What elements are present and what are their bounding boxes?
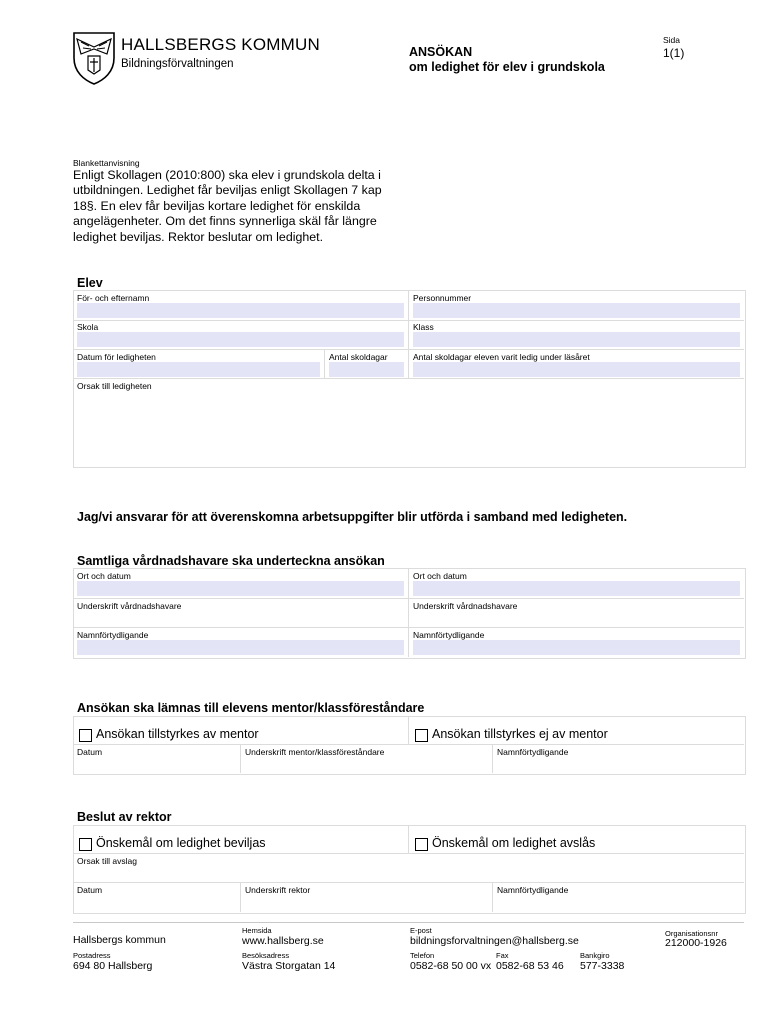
footer-web-label: Hemsida — [242, 926, 272, 935]
mentor-deny-checkbox[interactable] — [415, 729, 428, 742]
mentor-approve-label: Ansökan tillstyrkes av mentor — [96, 727, 259, 741]
footer-fax-value: 0582-68 53 46 — [496, 960, 564, 972]
guardians-heading: Samtliga vårdnadshavare ska underteckna ansökan — [77, 554, 385, 568]
page-label: Sida — [663, 35, 681, 45]
previous-days-label: Antal skoldagar eleven varit ledig under läsåret — [413, 352, 590, 362]
guardian1-place-date-field[interactable] — [77, 581, 404, 596]
class-label: Klass — [413, 322, 434, 332]
footer-phone-value: 0582-68 50 00 vx — [410, 960, 492, 972]
guardian2-place-date-field[interactable] — [413, 581, 740, 596]
footer-postal-value: 694 80 Hallsberg — [73, 960, 153, 972]
mentor-date-label: Datum — [77, 747, 103, 757]
footer-web-value[interactable]: www.hallsberg.se — [242, 935, 324, 947]
form-title: ANSÖKAN — [409, 45, 473, 59]
guardian2-signature-label: Underskrift vårdnadshavare — [413, 601, 518, 611]
class-field[interactable] — [413, 332, 740, 347]
principal-reject-label: Önskemål om ledighet avslås — [432, 836, 596, 850]
principal-grant-label: Önskemål om ledighet beviljas — [96, 836, 266, 850]
guardian2-name-label: Namnförtydligande — [413, 630, 485, 640]
footer-postal-label: Postadress — [73, 951, 111, 960]
footer-email-label: E-post — [410, 926, 432, 935]
footer-orgnr-value: 212000-1926 — [665, 937, 727, 949]
responsibility-statement: Jag/vi ansvarar för att överenskomna arbetsuppgifter blir utförda i samband med ledigheten. — [77, 510, 628, 524]
leave-reason-field[interactable] — [77, 392, 740, 462]
form-subtitle: om ledighet för elev i grundskola — [409, 60, 605, 74]
reject-reason-label: Orsak till avslag — [77, 856, 137, 866]
mentor-heading: Ansökan ska lämnas till elevens mentor/klassföreståndare — [77, 701, 425, 715]
guardian2-signature-field[interactable] — [413, 611, 740, 626]
footer-orgnr-label: Organisationsnr — [665, 929, 718, 938]
principal-name-label: Namnförtydligande — [497, 885, 569, 895]
coat-of-arms-icon — [71, 30, 117, 86]
leave-reason-label: Orsak till ledigheten — [77, 381, 152, 391]
footer-visit-label: Besöksadress — [242, 951, 290, 960]
principal-reject-checkbox[interactable] — [415, 838, 428, 851]
footer-fax-label: Fax — [496, 951, 509, 960]
guardian1-signature-label: Underskrift vårdnadshavare — [77, 601, 182, 611]
footer-visit-value: Västra Storgatan 14 — [242, 960, 336, 972]
footer-divider — [73, 922, 744, 923]
guardian2-place-date-label: Ort och datum — [413, 571, 467, 581]
instructions-label: Blankettanvisning — [73, 158, 140, 168]
guardian2-name-field[interactable] — [413, 640, 740, 655]
student-name-field[interactable] — [77, 303, 404, 318]
instructions-text: Enligt Skollagen (2010:800) ska elev i grundskola delta i utbildningen. Ledighet får beviljas enligt Skollagen 7 kap 18§. En elev får beviljas kortare ledighet för enskilda angelägenheter. Om det finns synnerliga skäl får längre ledighet beviljas. Rektor beslutar om ledighet. — [73, 168, 382, 244]
mentor-deny-label: Ansökan tillstyrkes ej av mentor — [432, 727, 608, 741]
principal-date-label: Datum — [77, 885, 103, 895]
principal-grant-checkbox[interactable] — [79, 838, 92, 851]
mentor-name-label: Namnförtydligande — [497, 747, 569, 757]
mentor-signature-label: Underskrift mentor/klassföreståndare — [245, 747, 385, 757]
mentor-approve-checkbox[interactable] — [79, 729, 92, 742]
footer-bankgiro-value: 577-3338 — [580, 960, 625, 972]
personal-number-field[interactable] — [413, 303, 740, 318]
school-days-label: Antal skoldagar — [329, 352, 388, 362]
school-label: Skola — [77, 322, 99, 332]
school-days-field[interactable] — [329, 362, 404, 377]
org-name: HALLSBERGS KOMMUN — [121, 35, 320, 54]
student-heading: Elev — [77, 276, 103, 290]
guardian1-name-label: Namnförtydligande — [77, 630, 149, 640]
municipality-logo — [71, 30, 117, 86]
school-field[interactable] — [77, 332, 404, 347]
mentor-section-box — [73, 716, 746, 775]
principal-heading: Beslut av rektor — [77, 810, 172, 824]
org-department: Bildningsförvaltningen — [121, 58, 234, 70]
guardian1-signature-field[interactable] — [77, 611, 404, 626]
footer-email-value[interactable]: bildningsforvaltningen@hallsberg.se — [410, 935, 579, 947]
footer-phone-label: Telefon — [410, 951, 435, 960]
footer-bankgiro-label: Bankgiro — [580, 951, 610, 960]
leave-dates-field[interactable] — [77, 362, 320, 377]
guardian1-place-date-label: Ort och datum — [77, 571, 131, 581]
page-number: 1(1) — [663, 46, 685, 60]
personal-number-label: Personnummer — [413, 293, 472, 303]
previous-days-field[interactable] — [413, 362, 740, 377]
footer-org: Hallsbergs kommun — [73, 934, 166, 946]
student-name-label: För- och efternamn — [77, 293, 150, 303]
principal-signature-label: Underskrift rektor — [245, 885, 311, 895]
leave-dates-label: Datum för ledigheten — [77, 352, 156, 362]
guardian1-name-field[interactable] — [77, 640, 404, 655]
